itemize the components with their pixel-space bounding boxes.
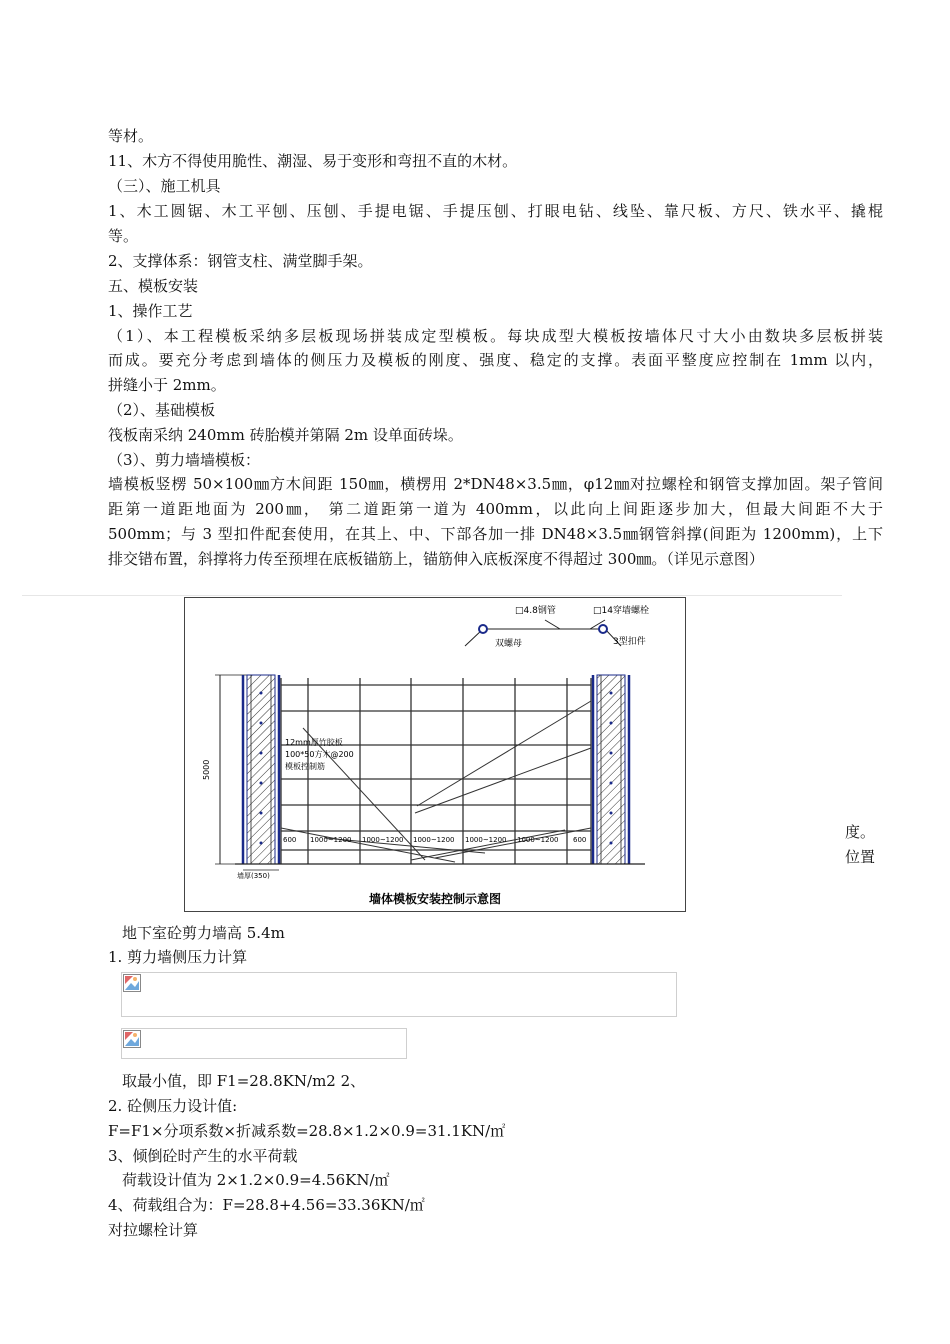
text-line: 地下室砼剪力墙高 5.4m (122, 924, 285, 942)
text-line: 拼缝小于 2mm。 (108, 376, 226, 394)
text-fragment: 度。 (845, 823, 876, 841)
text-line: 筏板南采纳 240mm 砖胎模并第隔 2m 设单面砖垛。 (108, 426, 463, 444)
text-line: 2、支撑体系：钢管支柱、满堂脚手架。 (108, 252, 373, 270)
wall-thickness-label: 墙厚(350) (237, 872, 270, 880)
section-heading: 对拉螺栓计算 (108, 1221, 199, 1239)
formula-image (121, 1028, 407, 1059)
spacing-label: 1000~1200 (310, 836, 352, 844)
legend-pipe-label: □4.8钢管 (515, 606, 556, 616)
text-fragment: 位置 (845, 848, 876, 866)
spacing-label: 600 (573, 836, 587, 844)
broken-image-icon (123, 974, 141, 992)
section-heading: （2）、基础模板 (108, 401, 216, 419)
spacing-labels (283, 836, 586, 844)
text-line: 11、木方不得使用脆性、潮湿、易于变形和弯扭不直的木材。 (108, 152, 518, 170)
spacing-label: 1000~1200 (517, 836, 559, 844)
text-line: 距第一道距地面为 200㎜， 第二道距第一道为 400mm，以此向上间距逐步加大，但最大间距不大于 (108, 500, 883, 518)
nut-icon (479, 625, 487, 633)
formwork-diagram (184, 597, 686, 912)
section-heading: （三）、施工机具 (108, 177, 221, 195)
text-line: （1）、本工程模板采纳多层板现场拼装成定型模板。每块成型大模板按墙体尺寸大小由数块多层板拼装 (108, 327, 883, 345)
text-line: 排交错布置，斜撑将力传至预埋在底板锚筋上，锚筋伸入底板深度不得超过 300㎜。（详见示意图） (108, 550, 764, 568)
left-wall-formwork (243, 675, 279, 864)
section-heading: 1. 剪力墙侧压力计算 (108, 948, 248, 966)
legend-bolt-label: □14穿墙螺栓 (593, 606, 649, 616)
legend (465, 604, 649, 649)
note-plywood: 12mm厚竹胶板 (285, 738, 343, 747)
spacing-label: 1000~1200 (413, 836, 455, 844)
divider (22, 595, 842, 596)
section-heading: 五、模板安装 (108, 277, 199, 295)
section-heading: （3）、剪力墙墙模板： (108, 451, 261, 469)
broken-image-icon (123, 1030, 141, 1048)
section-heading: 3、倾倒砼时产生的水平荷载 (108, 1147, 298, 1165)
text-line: 等材。 (108, 127, 154, 145)
right-wall-formwork (593, 675, 629, 864)
text-line: 等。 (108, 227, 139, 245)
text-line: 而成。要充分考虑到墙体的侧压力及模板的刚度、强度、稳定的支撑。表面平整度应控制在 1mm 以内， (108, 351, 883, 369)
clip-label: 3型扣件 (613, 637, 646, 647)
spacing-label: 1000~1200 (465, 836, 507, 844)
scaffold-horizontals (281, 685, 591, 850)
formula-image (121, 972, 677, 1017)
section-heading: 1、操作工艺 (108, 302, 193, 320)
note-control-bar: 模板控制筋 (285, 762, 325, 771)
text-line: 500mm；与 3 型扣件配套使用，在其上、中、下部各加一排 DN48×3.5㎜钢管斜撑(间距为 1200mm)，上下 (108, 525, 883, 543)
text-line: 1、木工圆锯、木工平刨、压刨、手提电锯、手提压刨、打眼电钻、线坠、靠尺板、方尺、铁水平、撬棍 (108, 202, 883, 220)
formula-line: 荷载设计值为 2×1.2×0.9=4.56KN/㎡ (122, 1171, 390, 1189)
figure-title: 墙体模板安装控制示意图 (368, 892, 502, 906)
note-timber: 100*50方木@200 (285, 750, 354, 759)
clip-icon (599, 625, 607, 633)
formula-line: F=F1×分项系数×折减系数=28.8×1.2×0.9=31.1KN/㎡ (108, 1122, 506, 1140)
section-heading: 2. 砼侧压力设计值: (108, 1097, 238, 1115)
spacing-label: 1000~1200 (362, 836, 404, 844)
nut-label: 双螺母 (495, 639, 523, 649)
text-line: 墙模板竖楞 50×100㎜方木间距 150㎜，横楞用 2*DN48×3.5㎜，φ12㎜对拉螺栓和钢管支撑加固。架子管间 (108, 475, 883, 493)
height-label: 5000 (202, 759, 211, 780)
formula-line: 4、荷载组合为：F=28.8+4.56=33.36KN/㎡ (108, 1196, 425, 1214)
text-line: 取最小值，即 F1=28.8KN/m2 2、 (122, 1072, 366, 1090)
spacing-label: 600 (283, 836, 297, 844)
